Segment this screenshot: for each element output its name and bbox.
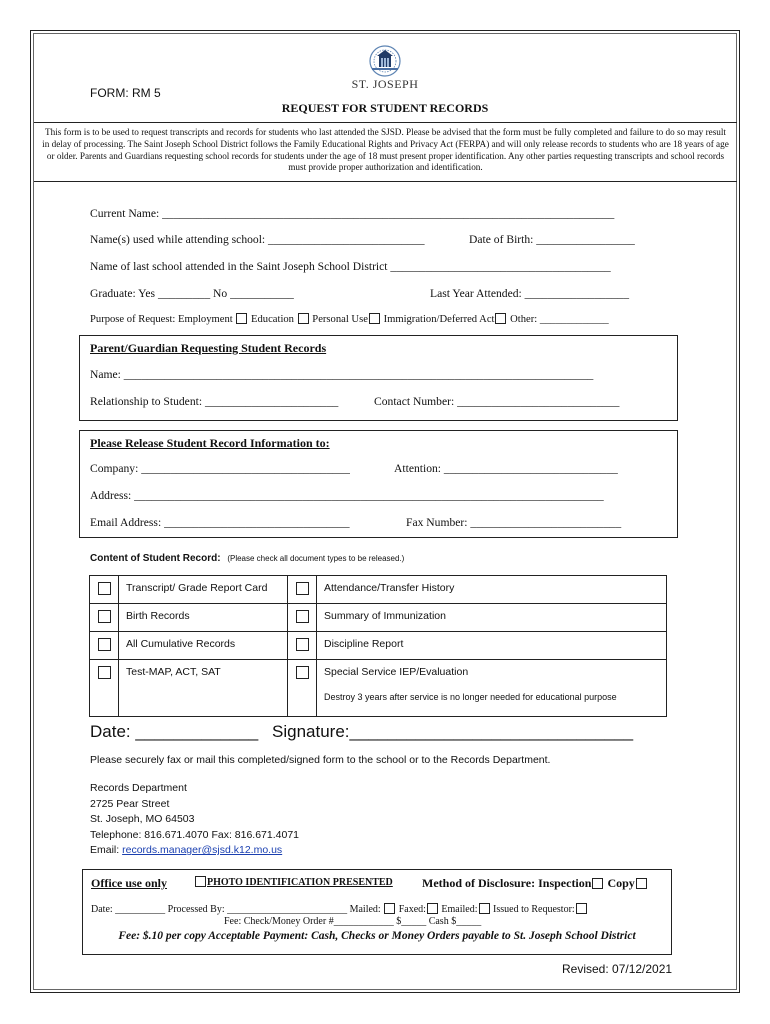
office-use-title: Office use only	[91, 876, 167, 890]
records-dept: Records Department	[90, 782, 187, 794]
issued-checkbox[interactable]	[576, 903, 587, 914]
emailed-checkbox[interactable]	[479, 903, 490, 914]
photo-id-label: PHOTO IDENTIFICATION PRESENTED	[207, 877, 393, 888]
office-date-processed[interactable]: Date: __________ Processed By: ________________________ Mailed:	[91, 904, 381, 915]
last-school-field[interactable]: Name of last school attended in the Saint Joseph School District ______________________________________	[90, 260, 611, 273]
table-row	[90, 660, 666, 716]
method-of-disclosure	[422, 876, 648, 891]
records-phone: Telephone: 816.671.4070 Fax: 816.671.4071	[90, 828, 300, 841]
release-section-title: Please Release Student Record Information to:	[90, 436, 330, 450]
page-title: REQUEST FOR STUDENT RECORDS	[281, 101, 489, 115]
records-street: 2725 Pear Street	[90, 797, 170, 810]
school-seal-icon	[348, 44, 422, 78]
signature-field[interactable]: Signature:______________________________	[272, 722, 634, 741]
faxed-checkbox[interactable]	[427, 903, 438, 914]
purpose-immigration-label: Immigration/Deferred Act	[383, 314, 495, 325]
attendance-checkbox[interactable]	[296, 582, 309, 595]
immigration-checkbox[interactable]	[495, 313, 506, 324]
inspection-checkbox[interactable]	[592, 878, 603, 889]
fax-number-field[interactable]: Fax Number: __________________________	[406, 516, 622, 529]
birth-records-label: Birth Records	[126, 610, 190, 622]
attention-field[interactable]: Attention: ______________________________	[394, 462, 618, 475]
copy-checkbox[interactable]	[636, 878, 647, 889]
date-field[interactable]: Date: _____________	[90, 722, 259, 741]
records-email-line	[90, 843, 299, 859]
content-heading-label: Content of Student Record:	[90, 553, 221, 564]
transcript-checkbox[interactable]	[98, 582, 111, 595]
email-label: Email:	[90, 844, 120, 856]
date-of-birth-field[interactable]: Date of Birth: _________________	[469, 233, 635, 246]
form-code: FORM: RM 5	[90, 86, 161, 100]
revised-date: Revised: 07/12/2021	[562, 962, 673, 976]
company-field[interactable]: Company: ____________________________________	[90, 462, 350, 475]
relationship-field[interactable]: Relationship to Student: _______________________	[90, 395, 339, 408]
issued-label: Issued to Requestor:	[493, 904, 575, 915]
photo-id-row	[194, 876, 393, 888]
current-name-field[interactable]: Current Name: ______________________________________________________________________________	[90, 207, 615, 220]
record-types-table	[89, 575, 667, 717]
test-scores-checkbox[interactable]	[98, 666, 111, 679]
transcript-label: Transcript/ Grade Report Card	[126, 582, 268, 594]
email-address-field[interactable]: Email Address: ________________________________	[90, 516, 350, 529]
last-year-field[interactable]: Last Year Attended: __________________	[430, 287, 630, 300]
address-field[interactable]: Address: _________________________________________________________________________________	[90, 489, 604, 502]
immunization-checkbox[interactable]	[296, 610, 309, 623]
records-address-block	[90, 781, 299, 859]
mailed-checkbox[interactable]	[384, 903, 395, 914]
content-heading-note: (Please check all document types to be released.)	[227, 554, 405, 563]
discipline-checkbox[interactable]	[296, 638, 309, 651]
guardian-section-title: Parent/Guardian Requesting Student Records	[90, 341, 327, 355]
method-label: Method of Disclosure: Inspection	[422, 876, 592, 890]
records-email-link[interactable]: records.manager@sjsd.k12.mo.us	[122, 844, 283, 856]
mail-instruction: Please securely fax or mail this completed/signed form to the school or to the Records Department.	[90, 754, 551, 766]
records-city: St. Joseph, MO 64503	[90, 813, 195, 825]
contact-number-field[interactable]: Contact Number: ____________________________	[374, 395, 620, 408]
names-used-field[interactable]: Name(s) used while attending school: ___________________________	[90, 233, 425, 246]
personal-use-checkbox[interactable]	[369, 313, 380, 324]
cumulative-records-checkbox[interactable]	[98, 638, 111, 651]
cumulative-records-label: All Cumulative Records	[126, 638, 236, 650]
purpose-education-label: Education	[251, 314, 294, 325]
table-row	[90, 604, 666, 632]
destroy-note: Destroy 3 years after service is no longer needed for educational purpose	[324, 692, 617, 702]
fee-note: Fee: $.10 per copy Acceptable Payment: Cash, Checks or Money Orders payable to St. Joseph School District	[118, 930, 636, 942]
purpose-label: Purpose of Request: Employment	[90, 314, 233, 325]
guardian-name-field[interactable]: Name: _________________________________________________________________________________	[90, 368, 594, 381]
education-checkbox[interactable]	[298, 313, 309, 324]
purpose-of-request	[90, 313, 609, 325]
attendance-label: Attendance/Transfer History	[324, 582, 455, 594]
employment-checkbox[interactable]	[236, 313, 247, 324]
special-service-checkbox[interactable]	[296, 666, 309, 679]
immunization-label: Summary of Immunization	[324, 610, 446, 622]
office-line-1	[91, 903, 588, 915]
photo-id-checkbox[interactable]	[195, 876, 206, 887]
intro-paragraph: This form is to be used to request transcripts and records for students who last attended the SJSD. Please be advised that the form must be fully completed and failure to do so may result in delay of processing. The Saint Joseph School District follows the Family Educational Rights and Privacy Act (FERPA) and will only release records to students who are 18 years of age or older. Parents and Guardians requesting school records for students under the age of 18 must present proper identification. Any other parties requesting transcripts and school records must provide proper authorization and identification.	[34, 122, 737, 182]
office-fee-line[interactable]: Fee: Check/Money Order #____________ $_____ Cash $_____	[224, 916, 482, 927]
test-scores-label: Test-MAP, ACT, SAT	[126, 666, 221, 678]
graduate-field[interactable]: Graduate: Yes _________ No ___________	[90, 287, 294, 300]
faxed-label: Faxed:	[398, 904, 426, 915]
purpose-personal-label: Personal Use	[312, 314, 368, 325]
purpose-other-label[interactable]: Other: _____________	[510, 314, 609, 325]
table-row	[90, 632, 666, 660]
special-service-label: Special Service IEP/Evaluation	[324, 666, 469, 678]
school-logo	[348, 44, 422, 102]
birth-records-checkbox[interactable]	[98, 610, 111, 623]
table-row	[90, 576, 666, 604]
logo-text: ST. JOSEPH	[351, 77, 419, 91]
discipline-label: Discipline Report	[324, 638, 404, 650]
content-heading	[90, 553, 404, 564]
emailed-label: Emailed:	[441, 904, 478, 915]
copy-label: Copy	[607, 876, 635, 890]
